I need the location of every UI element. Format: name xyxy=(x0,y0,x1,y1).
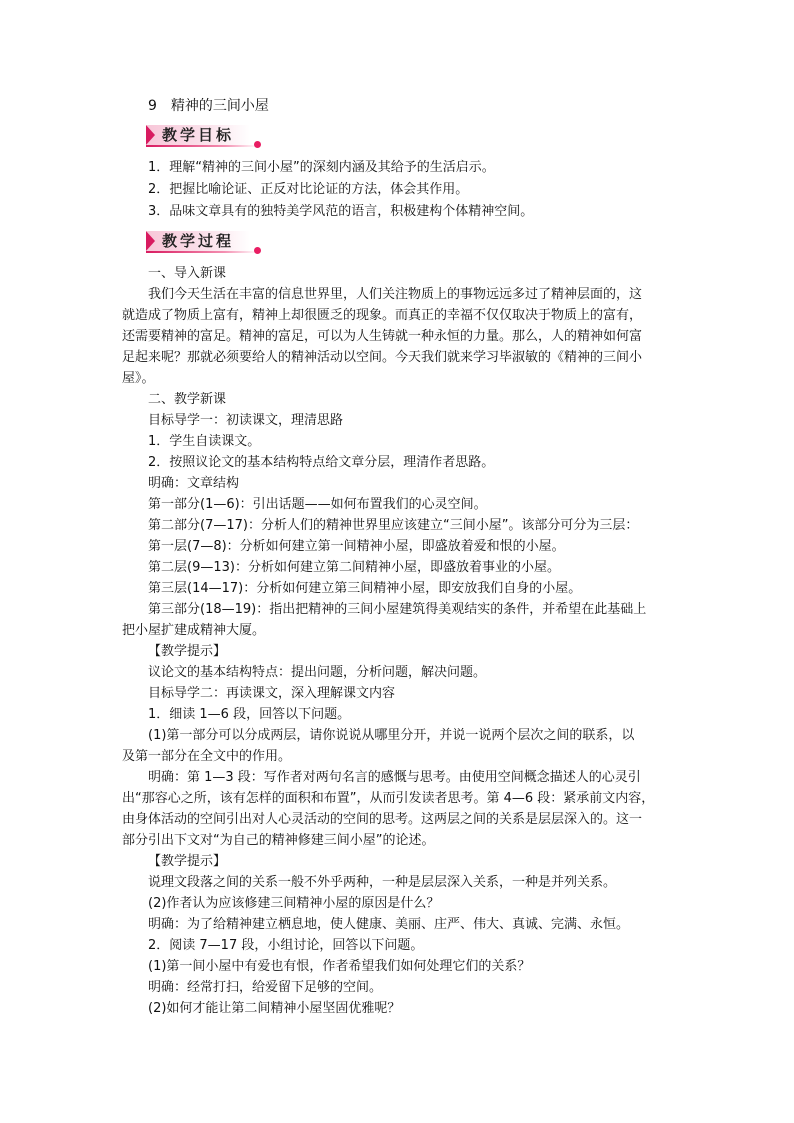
body-line: (1)第一间小屋中有爱也有恨，作者希望我们如何处理它们的关系？ xyxy=(148,959,531,974)
body-line: 由身体活动的空间引出对人心灵活动的空间的思考。这两层之间的关系是层层深入的。这一 xyxy=(122,812,643,827)
body-line: 把小屋扩建成精神大厦。 xyxy=(122,623,266,638)
body-line: (1)第一部分可以分成两层，请你说说从哪里分开，并说一说两个层次之间的联系，以 xyxy=(148,728,635,743)
body-line: 目标导学一：初读课文，理清思路 xyxy=(148,413,344,428)
body-line: 出“那容心之所，该有怎样的面积和布置”，从而引发读者思考。第 4—6 段：紧承前文内容， xyxy=(122,791,655,806)
banner-flag-icon xyxy=(146,125,155,145)
body-line: 第二部分(7—17)：分析人们的精神世界里应该建立“三间小屋”。该部分可分为三层： xyxy=(148,518,639,533)
body-line: 及第一部分在全文中的作用。 xyxy=(122,749,292,764)
body-line: 【教学提示】 xyxy=(148,854,227,869)
body-line: 明确：为了给精神建立栖息地，使人健康、美丽、庄严、伟大、真诚、完满、永恒。 xyxy=(148,917,630,932)
section-heading: 教学过程 xyxy=(162,232,235,250)
section-heading: 教学目标 xyxy=(162,126,235,144)
body-line: 说理文段落之间的关系一般不外乎两种，一种是层层深入关系，一种是并列关系。 xyxy=(148,875,617,890)
banner-underline xyxy=(146,251,258,253)
banner-underline xyxy=(146,145,258,147)
body-line: 第二层(9—13)：分析如何建立第二间精神小屋，即盛放着事业的小屋。 xyxy=(148,560,560,575)
body-line: 第三部分(18—19)：指出把精神的三间小屋建筑得美观结实的条件，并希望在此基础上 xyxy=(148,602,647,617)
banner-dot-icon xyxy=(254,141,261,148)
body-line: 明确：文章结构 xyxy=(148,476,240,491)
goal-item: 3．品味文章具有的独特美学风范的语言，积极建构个体精神空间。 xyxy=(148,204,534,219)
body-line: 明确：经常打扫，给爱留下足够的空间。 xyxy=(148,980,383,995)
body-line: (2)作者认为应该修建三间精神小屋的原因是什么？ xyxy=(148,896,440,911)
section-banner-process xyxy=(146,228,264,254)
body-line: 屋》。 xyxy=(122,371,155,386)
body-line: 我们今天生活在丰富的信息世界里，人们关注物质上的事物远远多过了精神层面的，这 xyxy=(148,287,643,302)
body-line: 足起来呢？那就必须要给人的精神活动以空间。今天我们就来学习毕淑敏的《精神的三间小 xyxy=(122,350,643,365)
body-line: 一、导入新课 xyxy=(148,266,227,281)
goal-item: 2．把握比喻论证、正反对比论证的方法，体会其作用。 xyxy=(148,182,469,197)
body-line: 还需要精神的富足。精神的富足，可以为人生铸就一种永恒的力量。那么，人的精神如何富 xyxy=(122,329,643,344)
body-line: 明确：第 1—3 段：写作者对两句名言的感慨与思考。由使用空间概念描述人的心灵引 xyxy=(148,770,641,785)
goal-item: 1．理解“精神的三间小屋”的深刻内涵及其给予的生活启示。 xyxy=(148,160,495,175)
body-line: 议论文的基本结构特点：提出问题，分析问题，解决问题。 xyxy=(148,665,487,680)
body-line: 【教学提示】 xyxy=(148,644,227,659)
banner-dot-icon xyxy=(254,247,261,254)
banner-flag-icon xyxy=(146,231,155,251)
body-line: 2．按照议论文的基本结构特点给文章分层，理清作者思路。 xyxy=(148,455,495,470)
lesson-title: 9 精神的三间小屋 xyxy=(148,98,269,114)
body-line: 第三层(14—17)：分析如何建立第三间精神小屋，即安放我们自身的小屋。 xyxy=(148,581,582,596)
body-line: 目标导学二：再读课文，深入理解课文内容 xyxy=(148,686,396,701)
body-line: 第一部分(1—6)：引出话题——如何布置我们的心灵空间。 xyxy=(148,497,487,512)
body-line: 1．学生自读课文。 xyxy=(148,434,261,449)
body-line: 就造成了物质上富有，精神上却很匮乏的现象。而真正的幸福不仅仅取决于物质上的富有， xyxy=(122,308,643,323)
body-line: 二、教学新课 xyxy=(148,392,227,407)
body-line: 第一层(7—8)：分析如何建立第一间精神小屋，即盛放着爱和恨的小屋。 xyxy=(148,539,565,554)
body-line: 部分引出下文对“为自己的精神修建三间小屋”的论述。 xyxy=(122,833,435,848)
body-line: 2．阅读 7—17 段，小组讨论，回答以下问题。 xyxy=(148,938,424,953)
body-line: (2)如何才能让第二间精神小屋坚固优雅呢？ xyxy=(148,1001,401,1016)
body-line: 1．细读 1—6 段，回答以下问题。 xyxy=(148,707,351,722)
section-banner-goals xyxy=(146,122,264,148)
